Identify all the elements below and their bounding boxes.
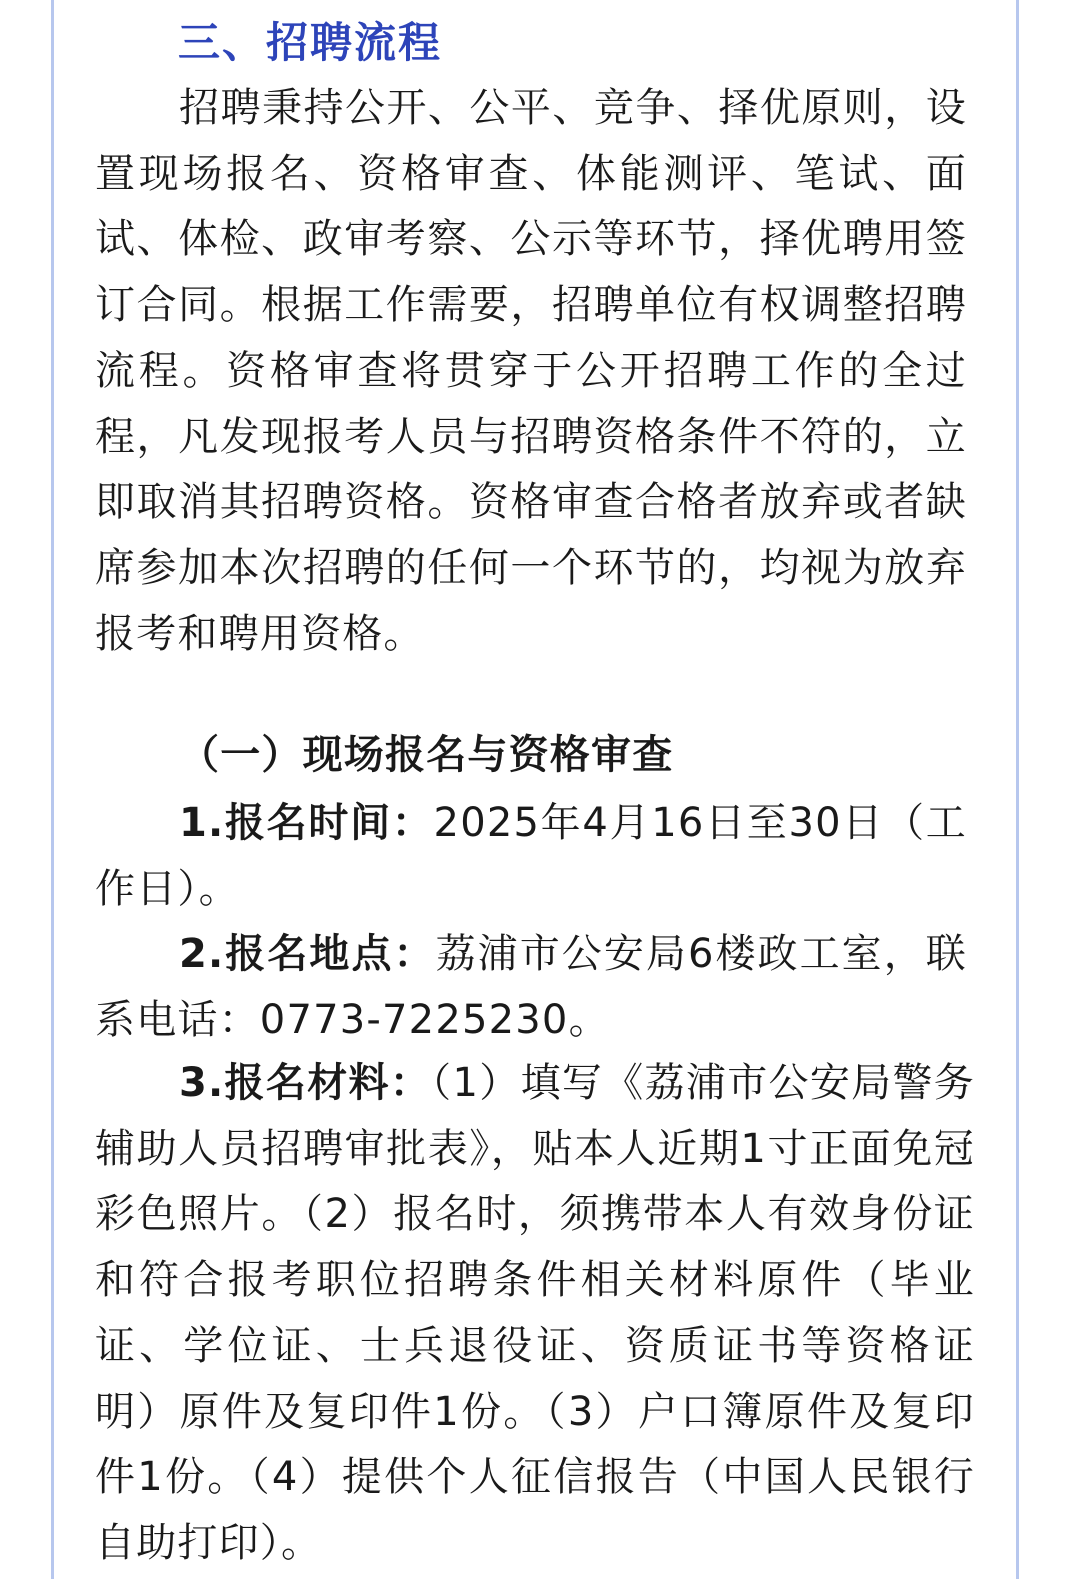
registration-time-label: 1.报名时间： [179, 800, 434, 846]
subsection-heading: （一）现场报名与资格审查 [179, 732, 674, 778]
registration-location-label: 2.报名地点： [179, 931, 436, 977]
section-title: 三、招聘流程 [178, 18, 443, 67]
registration-location-text: 荔浦市公安局6楼政工室，联系电话：0773-7225230。 [95, 931, 967, 1043]
process-paragraph: 招聘秉持公开、公平、竞争、择优原则，设置现场报名、资格审查、体能测评、笔试、面试、体检、政审考察、公示等环节，择优聘用签订合同。根据工作需要，招聘单位有权调整招聘流程。资格审查将贯穿于公开招聘工作的全过程，凡发现报考人员与招聘资格条件不符的，立即取消其招聘资格。资格审查合格者放弃或者缺席参加本次招聘的任何一个环节的，均视为放弃报考和聘用资格。 [95, 85, 967, 657]
registration-materials-label: 3.报名材料： [179, 1060, 432, 1106]
registration-materials-item [95, 1051, 975, 1577]
registration-materials-text: （1）填写《荔浦市公安局警务辅助人员招聘审批表》，贴本人近期1寸正面免冠彩色照片。（2）报名时，须携带本人有效身份证和符合报考职位招聘条件相关材料原件（毕业证、学位证、士兵退役证、资质证书等资格证明）原件及复印件1份。（3）户口簿原件及复印件1份。（4）提供个人征信报告（中国人民银行自助打印）。 [95, 1060, 976, 1566]
registration-time-text: 2025年4月16日至30日（工作日）。 [95, 800, 967, 912]
registration-location-item [95, 922, 967, 1053]
registration-time-item [95, 791, 967, 922]
